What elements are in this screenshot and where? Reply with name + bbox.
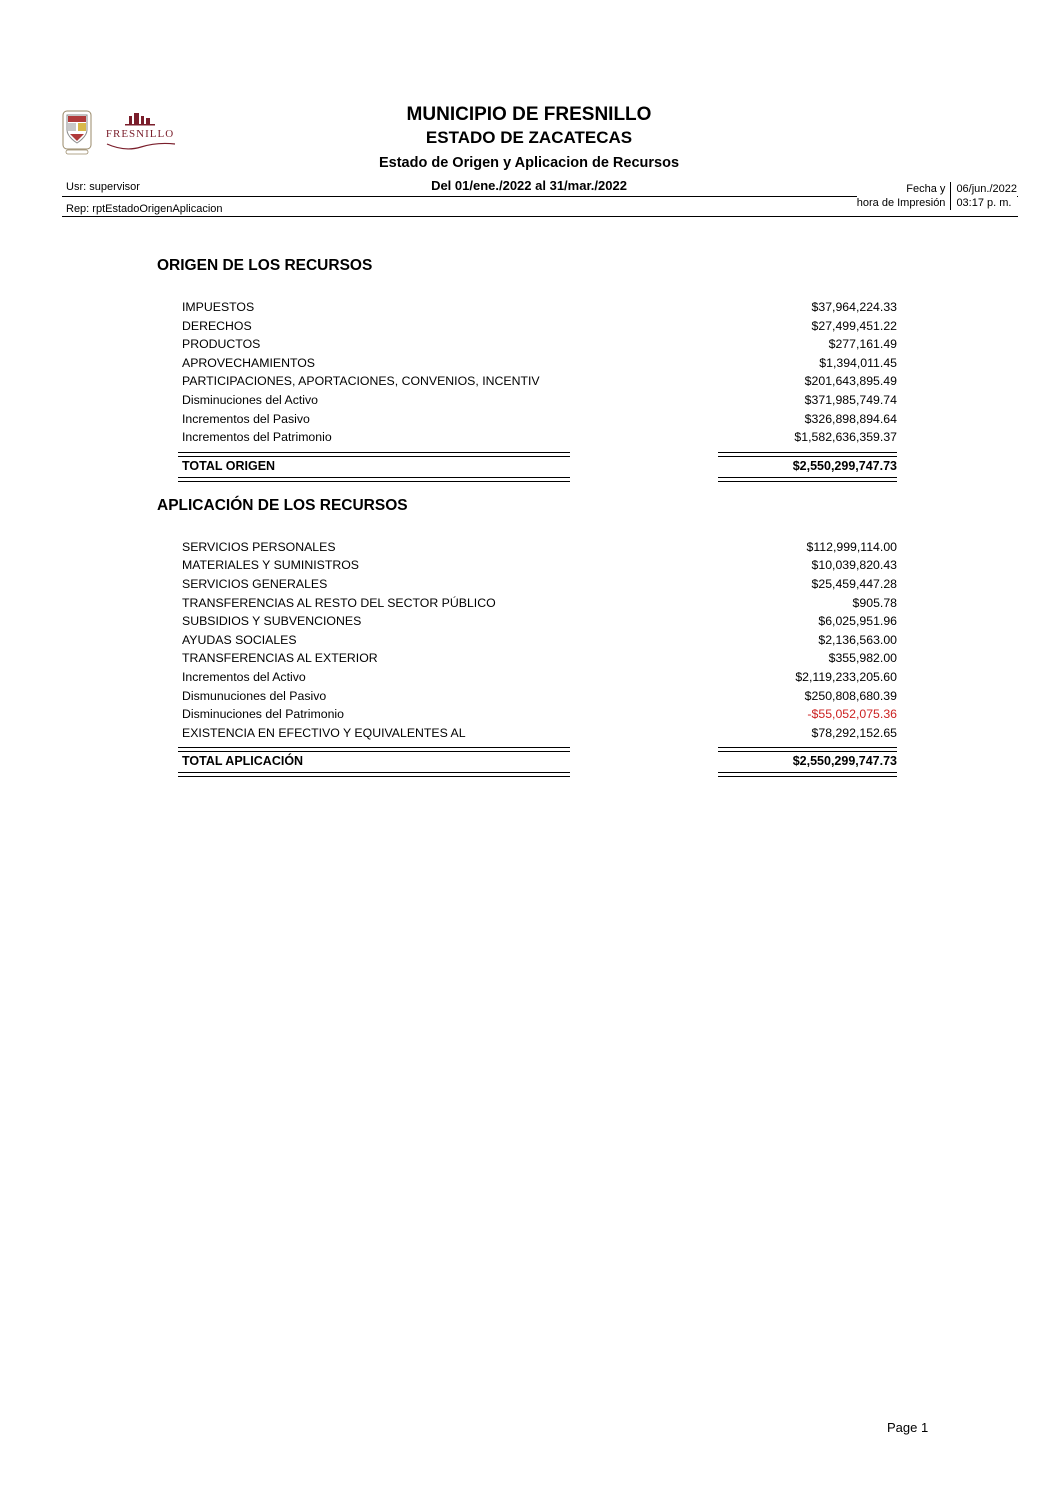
title-block xyxy=(0,104,1058,193)
table-row xyxy=(182,319,897,338)
state-title: ESTADO DE ZACATECAS xyxy=(425,128,633,147)
divider-segment-value xyxy=(718,747,897,752)
account-value: $1,394,011.45 xyxy=(819,355,897,370)
divider-segment-value xyxy=(718,452,897,457)
account-value: $1,582,636,359.37 xyxy=(794,430,897,445)
account-value: $277,161.49 xyxy=(828,337,897,352)
table-row xyxy=(182,670,897,689)
account-value: $10,039,820.43 xyxy=(811,558,897,573)
account-label: IMPUESTOS xyxy=(182,300,255,314)
total-row-aplicacion xyxy=(182,752,897,770)
account-value: $355,982.00 xyxy=(828,651,897,666)
total-divider xyxy=(178,772,897,775)
table-row xyxy=(182,393,897,412)
account-label: PRODUCTOS xyxy=(182,337,261,352)
account-label: Dismunuciones del Pasivo xyxy=(182,688,327,703)
total-label: TOTAL ORIGEN xyxy=(182,458,276,473)
total-row-origen xyxy=(182,457,897,475)
account-value: $112,999,114.00 xyxy=(806,539,897,554)
account-value-negative: -$55,052,075.36 xyxy=(807,707,897,722)
table-row xyxy=(182,596,897,615)
page-title: MUNICIPIO DE FRESNILLO xyxy=(406,104,652,125)
account-value: $250,808,680.39 xyxy=(804,688,897,703)
table-row xyxy=(182,633,897,652)
report-body xyxy=(0,256,1058,775)
account-label: TRANSFERENCIAS AL EXTERIOR xyxy=(182,651,378,666)
print-info-labels xyxy=(857,182,951,210)
account-label: DERECHOS xyxy=(182,318,252,333)
divider-segment-label xyxy=(178,772,570,777)
account-value: $37,964,224.33 xyxy=(811,300,897,314)
account-label: SERVICIOS PERSONALES xyxy=(182,539,336,554)
report-id-label: Rep: rptEstadoOrigenAplicacion xyxy=(66,203,223,215)
print-info xyxy=(857,182,1017,210)
account-label: SUBSIDIOS Y SUBVENCIONES xyxy=(182,614,362,629)
section-heading-aplicacion: APLICACIÓN DE LOS RECURSOS xyxy=(157,496,408,514)
section-heading-origen: ORIGEN DE LOS RECURSOS xyxy=(157,257,373,274)
logo-wordmark: FRESNILLO xyxy=(105,128,175,140)
divider-segment-label xyxy=(178,477,570,482)
account-value: $326,898,894.64 xyxy=(804,411,897,426)
divider-segment-label xyxy=(178,452,570,457)
print-info-values xyxy=(950,182,1017,210)
total-divider xyxy=(178,477,897,480)
user-label: Usr: supervisor xyxy=(66,181,140,193)
account-value: $905.78 xyxy=(852,595,897,610)
table-row xyxy=(182,430,897,449)
total-divider xyxy=(178,747,897,750)
account-label: EXISTENCIA EN EFECTIVO Y EQUIVALENTES AL xyxy=(182,725,466,740)
total-value: $2,550,299,747.73 xyxy=(792,754,897,769)
account-label: Disminuciones del Activo xyxy=(182,392,319,407)
origen-rows xyxy=(182,300,897,449)
table-row xyxy=(182,540,897,559)
report-period: Del 01/ene./2022 al 31/mar./2022 xyxy=(431,178,627,193)
table-row xyxy=(182,651,897,670)
account-label: Incrementos del Activo xyxy=(182,669,306,684)
account-label: AYUDAS SOCIALES xyxy=(182,632,297,647)
divider-segment-label xyxy=(178,747,570,752)
account-label: Incrementos del Pasivo xyxy=(182,411,310,426)
table-row xyxy=(182,707,897,726)
report-title: Estado de Origen y Aplicacion de Recursos xyxy=(378,155,680,171)
total-divider xyxy=(178,452,897,455)
print-label-line1: Fecha y xyxy=(906,183,946,195)
account-label: PARTICIPACIONES, APORTACIONES, CONVENIOS, INCENTIV xyxy=(182,374,540,389)
account-label: Disminuciones del Patrimonio xyxy=(182,707,344,722)
table-row xyxy=(182,374,897,393)
account-label: SERVICIOS GENERALES xyxy=(182,576,328,591)
print-label-line2: hora de Impresión xyxy=(856,197,946,209)
table-row xyxy=(182,558,897,577)
account-value: $371,985,749.74 xyxy=(804,392,897,407)
account-value: $25,459,447.28 xyxy=(811,576,897,591)
section-gap xyxy=(0,480,1058,496)
account-label: TRANSFERENCIAS AL RESTO DEL SECTOR PÚBLICO xyxy=(182,595,496,610)
account-value: $6,025,951.96 xyxy=(818,614,897,629)
account-value: $2,136,563.00 xyxy=(818,632,897,647)
table-row xyxy=(182,614,897,633)
print-date: 06/jun./2022 xyxy=(956,183,1017,195)
account-label: APROVECHAMIENTOS xyxy=(182,355,316,370)
account-value: $201,643,895.49 xyxy=(804,374,897,389)
table-row xyxy=(182,300,897,319)
aplicacion-rows xyxy=(182,540,897,745)
table-row xyxy=(182,726,897,745)
table-row xyxy=(182,689,897,708)
total-value: $2,550,299,747.73 xyxy=(792,458,897,473)
account-value: $27,499,451.22 xyxy=(811,318,897,333)
table-row xyxy=(182,577,897,596)
table-row xyxy=(182,356,897,375)
account-label: MATERIALES Y SUMINISTROS xyxy=(182,558,359,573)
total-label: TOTAL APLICACIÓN xyxy=(182,754,304,769)
account-value: $78,292,152.65 xyxy=(811,725,897,740)
table-row xyxy=(182,412,897,431)
header-divider-2 xyxy=(62,216,1018,217)
account-value: $2,119,233,205.60 xyxy=(795,669,897,684)
table-row xyxy=(182,337,897,356)
divider-segment-value xyxy=(718,772,897,777)
account-label: Incrementos del Patrimonio xyxy=(182,430,332,445)
divider-segment-value xyxy=(718,477,897,482)
page-number: Page 1 xyxy=(887,1420,929,1435)
print-time: 03:17 p. m. xyxy=(956,197,1012,209)
